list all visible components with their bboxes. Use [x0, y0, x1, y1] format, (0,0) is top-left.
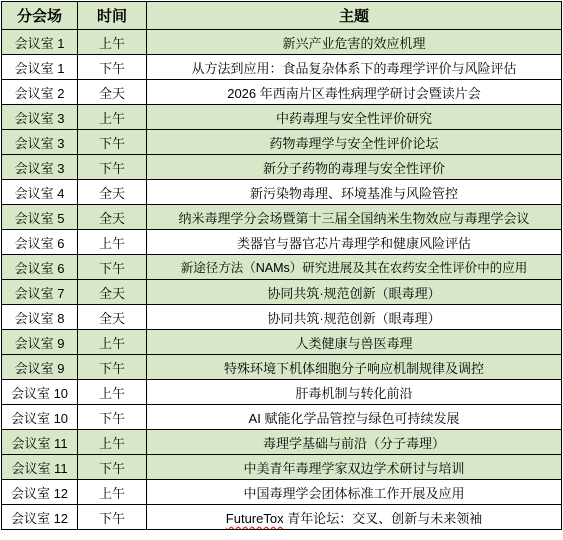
table-row: [2, 255, 562, 280]
cell-time: 下午: [78, 505, 147, 530]
cell-venue: 会议室 10: [2, 405, 78, 430]
table-row: [2, 480, 562, 505]
cell-venue: 会议室 12: [2, 505, 78, 530]
cell-topic: 新分子药物的毒理与安全性评价: [147, 155, 562, 180]
cell-topic: 新污染物毒理、环境基准与风险管控: [147, 180, 562, 205]
topic-prefix: FutureTox: [225, 510, 284, 526]
cell-topic: 中国毒理学会团体标准工作开展及应用: [147, 480, 562, 505]
cell-time: 下午: [78, 455, 147, 480]
table-row: [2, 505, 562, 530]
cell-venue: 会议室 9: [2, 355, 78, 380]
cell-topic: 药物毒理学与安全性评价论坛: [147, 130, 562, 155]
cell-venue: 会议室 4: [2, 180, 78, 205]
cell-topic: 从方法到应用：食品复杂体系下的毒理学评价与风险评估: [147, 55, 562, 80]
table-row: [2, 455, 562, 480]
cell-topic: 特殊环境下机体细胞分子响应机制规律及调控: [147, 355, 562, 380]
table-row: [2, 130, 562, 155]
cell-time: 下午: [78, 405, 147, 430]
cell-venue: 会议室 2: [2, 80, 78, 105]
table-row: [2, 180, 562, 205]
cell-time: 上午: [78, 330, 147, 355]
session-schedule-table: [1, 1, 562, 530]
cell-topic: 毒理学基础与前沿（分子毒理）: [147, 430, 562, 455]
topic-suffix: 青年论坛：交叉、创新与未来领袖: [283, 510, 483, 526]
cell-time: 上午: [78, 105, 147, 130]
cell-topic: 人类健康与兽医毒理: [147, 330, 562, 355]
table-row: [2, 55, 562, 80]
cell-venue: 会议室 8: [2, 305, 78, 330]
cell-topic: AI 赋能化学品管控与绿色可持续发展: [147, 405, 562, 430]
cell-time: 下午: [78, 155, 147, 180]
cell-topic: 肝毒机制与转化前沿: [147, 380, 562, 405]
cell-time: 全天: [78, 80, 147, 105]
cell-topic: 纳米毒理学分会场暨第十三届全国纳米生物效应与毒理学会议: [147, 205, 562, 230]
cell-venue: 会议室 12: [2, 480, 78, 505]
cell-time: 全天: [78, 180, 147, 205]
cell-topic: 中美青年毒理学家双边学术研讨与培训: [147, 455, 562, 480]
table-row: [2, 155, 562, 180]
cell-venue: 会议室 3: [2, 155, 78, 180]
cell-time: 全天: [78, 305, 147, 330]
cell-topic: 协同共筑·规范创新（眼毒理）: [147, 280, 562, 305]
cell-time: 下午: [78, 355, 147, 380]
table-row: [2, 230, 562, 255]
cell-venue: 会议室 9: [2, 330, 78, 355]
cell-time: 下午: [78, 130, 147, 155]
cell-time: 全天: [78, 205, 147, 230]
cell-venue: 会议室 3: [2, 105, 78, 130]
cell-topic: 协同共筑·规范创新（眼毒理）: [147, 305, 562, 330]
cell-topic: 类器官与器官芯片毒理学和健康风险评估: [147, 230, 562, 255]
cell-venue: 会议室 7: [2, 280, 78, 305]
table-row: [2, 330, 562, 355]
cell-venue: 会议室 10: [2, 380, 78, 405]
cell-time: 上午: [78, 30, 147, 55]
cell-time: 全天: [78, 280, 147, 305]
cell-venue: 会议室 1: [2, 55, 78, 80]
table-row: [2, 205, 562, 230]
cell-time: 上午: [78, 480, 147, 505]
table-row: [2, 380, 562, 405]
table-row: [2, 280, 562, 305]
cell-venue: 会议室 6: [2, 255, 78, 280]
header-row: [2, 2, 562, 30]
cell-time: 上午: [78, 380, 147, 405]
header-time: 时间: [78, 2, 147, 30]
table-row: [2, 305, 562, 330]
cell-venue: 会议室 11: [2, 430, 78, 455]
header-venue: 分会场: [2, 2, 78, 30]
cell-topic: 新兴产业危害的效应机理: [147, 30, 562, 55]
cell-venue: 会议室 11: [2, 455, 78, 480]
cell-time: 上午: [78, 430, 147, 455]
table-row: [2, 405, 562, 430]
cell-topic: [147, 505, 562, 530]
cell-time: 下午: [78, 255, 147, 280]
table-row: [2, 80, 562, 105]
cell-time: 下午: [78, 55, 147, 80]
cell-time: 上午: [78, 230, 147, 255]
cell-topic: 2026 年西南片区毒性病理学研讨会暨读片会: [147, 80, 562, 105]
cell-topic: 新途径方法（NAMs）研究进展及其在农药安全性评价中的应用: [147, 255, 562, 280]
table-row: [2, 105, 562, 130]
cell-venue: 会议室 6: [2, 230, 78, 255]
table-row: [2, 430, 562, 455]
cell-topic: 中药毒理与安全性评价研究: [147, 105, 562, 130]
cell-venue: 会议室 5: [2, 205, 78, 230]
cell-venue: 会议室 3: [2, 130, 78, 155]
table-row: [2, 355, 562, 380]
cell-venue: 会议室 1: [2, 30, 78, 55]
header-topic: 主题: [147, 2, 562, 30]
table-row: [2, 30, 562, 55]
